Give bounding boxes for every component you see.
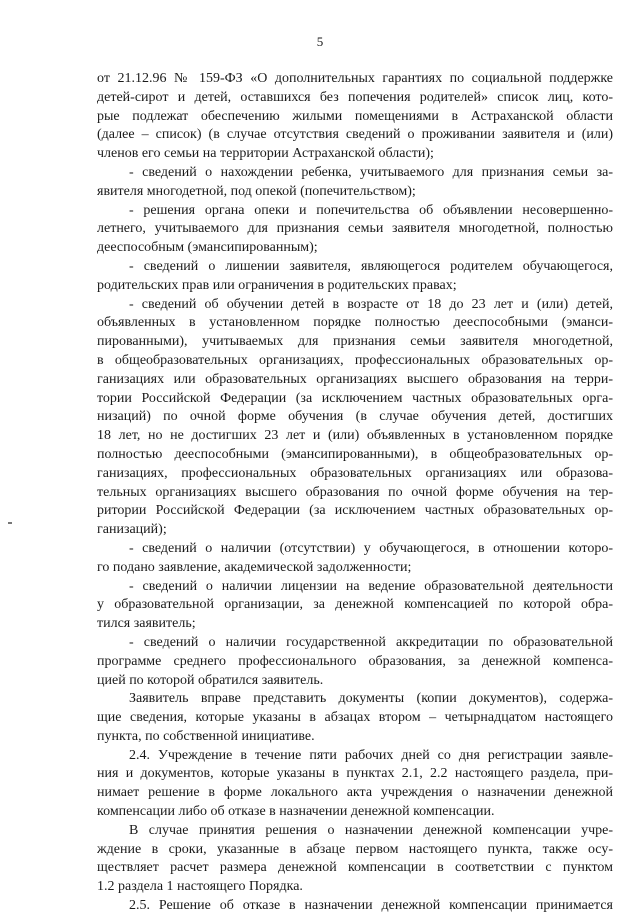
- text-line: - сведений об обучении детей в возрасте от 18 до 23 лет и (или) детей,: [129, 296, 613, 312]
- text-line: объявленных в установленном порядке полностью дееспособными (эманси-: [97, 315, 613, 331]
- text-line: тился заявитель;: [97, 616, 196, 632]
- text-line: - сведений о лишении заявителя, являющегося родителем обучающегося,: [129, 258, 613, 274]
- text-line: пункта, по собственной инициативе.: [97, 728, 315, 744]
- text-line: программе среднего профессионального образования, за денежной компенса-: [97, 653, 613, 669]
- text-line: компенсации либо об отказе в назначении денежной компенсации.: [97, 804, 495, 820]
- text-line: детей-сирот и детей, оставшихся без попечения родителей» список лиц, кото-: [97, 89, 613, 105]
- page-number: 5: [316, 34, 324, 49]
- text-line: го подано заявление, академической задолженности;: [97, 559, 412, 575]
- text-line: тельных организациях высшего образования по очной форме обучения на тер-: [97, 484, 613, 500]
- text-line: у образовательной организации, за денежной компенсацией по которой обра-: [97, 597, 613, 613]
- text-line: рые подлежат обеспечению жилыми помещениями в Астраханской области: [97, 108, 613, 124]
- text-line: в общеобразовательных организациях, профессиональных образовательных ор-: [97, 352, 613, 368]
- text-line: нимает решение в форме локального акта учреждения о назначении денежной: [97, 785, 613, 801]
- text-line: ния и документов, которые указаны в пунктах 2.1, 2.2 настоящего раздела, при-: [97, 766, 613, 782]
- text-line: ганизациях или образовательных организациях высшего образования на терри-: [97, 371, 613, 387]
- text-line: цией по которой обратился заявитель.: [97, 672, 324, 688]
- text-line: - сведений о наличии государственной аккредитации по образовательной: [129, 634, 613, 650]
- document-body: [97, 70, 613, 916]
- text-line: 2.5. Решение об отказе в назначении денежной компенсации принимается: [129, 898, 613, 914]
- text-line: тории Российской Федерации (за исключением частных образовательных орга-: [97, 390, 613, 406]
- text-line: Заявитель вправе представить документы (копии документов), содержа-: [129, 691, 613, 707]
- margin-mark: [8, 522, 12, 524]
- text-line: - решения органа опеки и попечительства об объявлении несовершенно-: [129, 202, 613, 218]
- text-line: 1.2 раздела 1 настоящего Порядка.: [97, 879, 303, 895]
- text-line: щие сведения, которые указаны в абзацах втором – четырнадцатом настоящего: [97, 710, 613, 726]
- text-line: членов его семьи на территории Астраханской области);: [97, 146, 434, 162]
- text-line: ганизациях, профессиональных образовательных организациях или образова-: [97, 465, 613, 481]
- text-line: пированными), учитываемых для признания семьи заявителя многодетной,: [97, 334, 613, 350]
- text-line: - сведений о нахождении ребенка, учитываемого для признания семьи за-: [129, 164, 613, 180]
- text-line: родительских прав или ограничения в родительских правах;: [97, 277, 457, 293]
- text-line: (далее – список) (в случае отсутствия сведений о проживании заявителя и (или): [97, 127, 613, 143]
- text-line: - сведений о наличии (отсутствии) у обучающегося, в отношении которо-: [129, 540, 613, 556]
- text-line: низаций) по очной форме обучения (в случае обучения детей, достигших: [97, 409, 613, 425]
- text-line: летнего, учитываемого для признания семьи заявителя многодетной, полностью: [97, 221, 613, 237]
- text-line: дееспособным (эмансипированным);: [97, 240, 318, 256]
- text-line: - сведений о наличии лицензии на ведение образовательной деятельности: [129, 578, 613, 594]
- text-line: от 21.12.96 № 159-ФЗ «О дополнительных гарантиях по социальной поддержке: [97, 71, 613, 86]
- text-line: полностью дееспособными (эмансипированными), в общеобразовательных ор-: [97, 446, 613, 462]
- text-line: В случае принятия решения о назначении денежной компенсации учре-: [129, 822, 613, 838]
- text-line: 18 лет, но не достигших 23 лет и (или) объявленных в установленном порядке: [97, 428, 613, 444]
- text-line: ганизаций);: [97, 522, 167, 538]
- text-line: ждение в сроки, указанные в абзаце первом настоящего пункта, также осу-: [97, 841, 613, 857]
- text-line: ществляет расчет размера денежной компенсации в соответствии с пунктом: [97, 860, 613, 876]
- text-line: явителя многодетной, под опекой (попечительством);: [97, 183, 416, 199]
- text-line: 2.4. Учреждение в течение пяти рабочих дней со дня регистрации заявле-: [129, 747, 613, 763]
- text-line: ритории Российской Федерации (за исключением частных образовательных ор-: [97, 503, 613, 519]
